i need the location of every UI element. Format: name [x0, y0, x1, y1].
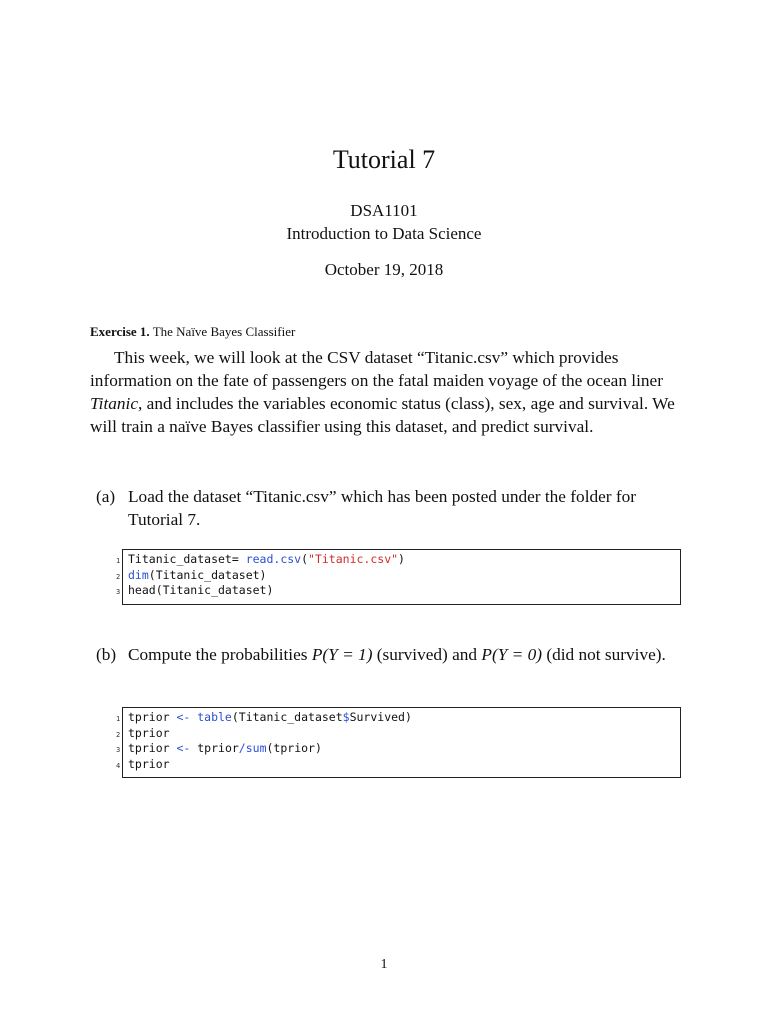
code-line: [116, 741, 680, 757]
code-text: tprior: [128, 756, 170, 771]
line-number: 1: [116, 715, 121, 723]
code-text: (: [301, 552, 309, 566]
course-name: Introduction to Data Science: [286, 224, 482, 243]
code-text: tprior: [128, 741, 177, 755]
code-text: Survived): [349, 710, 412, 724]
intro-text-1: This week, we will look at the CSV dataset “Titanic.csv” which provides information on the fate of passengers on the fatal maiden voyage of the ocean liner: [90, 348, 663, 390]
code-block-a: [116, 549, 681, 605]
line-number: 3: [116, 746, 121, 754]
code-block-b: [116, 707, 681, 778]
math-expression: P(Y = 0): [481, 645, 543, 664]
line-number: 4: [116, 761, 121, 770]
line-number: 2: [116, 572, 121, 581]
course-code: DSA1101: [350, 201, 418, 220]
intro-text-2: , and includes the variables economic status (class), sex, age and survival. We will train a naïve Bayes classifier using this dataset, and predict survival.: [90, 394, 675, 436]
code-line: [116, 725, 680, 742]
code-text: Titanic_dataset=: [128, 552, 246, 566]
code-text: tprior: [128, 725, 170, 740]
part-b-label: (b): [96, 645, 117, 664]
document-title: Tutorial 7: [332, 145, 436, 174]
part-a-text: Load the dataset “Titanic.csv” which has been posted under the folder for Tutorial 7.: [128, 487, 637, 529]
code-keyword: dim: [128, 567, 149, 582]
code-text: head(Titanic_dataset): [128, 583, 274, 597]
code-string: "Titanic.csv": [308, 552, 399, 566]
code-keyword: $: [342, 710, 350, 724]
code-line: [116, 583, 680, 599]
code-line: [116, 567, 680, 584]
intro-italic: Titanic: [90, 394, 139, 413]
code-text: (Titanic_dataset): [148, 567, 267, 582]
part-b: [96, 643, 680, 666]
exercise-heading: [90, 324, 295, 340]
line-number: 1: [116, 557, 121, 565]
code-text: ): [398, 552, 405, 566]
code-line: [116, 710, 680, 726]
math-expression: P(Y = 1): [311, 645, 373, 664]
exercise-topic: The Naïve Bayes Classifier: [152, 324, 296, 339]
code-text: tprior: [128, 710, 177, 724]
code-keyword: <-: [176, 741, 191, 755]
document-date: October 19, 2018: [324, 260, 444, 279]
code-line: [116, 756, 680, 773]
part-a: [96, 485, 680, 531]
line-number: 2: [116, 730, 121, 739]
code-text: (tprior): [266, 741, 322, 755]
code-line: [116, 552, 680, 568]
code-keyword: <- table: [176, 710, 232, 724]
code-text: (Titanic_dataset: [231, 710, 343, 724]
code-text: tprior: [190, 741, 239, 755]
part-b-text: [128, 643, 680, 666]
exercise-intro: [90, 346, 680, 438]
part-b-text-2: (survived) and: [372, 645, 482, 664]
exercise-label: Exercise 1.: [90, 324, 150, 339]
part-a-label: (a): [96, 487, 116, 506]
part-b-text-3: (did not survive).: [542, 645, 666, 664]
page-number: 1: [380, 957, 388, 972]
code-keyword: /sum: [238, 741, 267, 755]
line-number: 3: [116, 588, 121, 596]
part-b-text-1: Compute the probabilities: [128, 645, 312, 664]
code-keyword: read.csv: [245, 552, 302, 566]
